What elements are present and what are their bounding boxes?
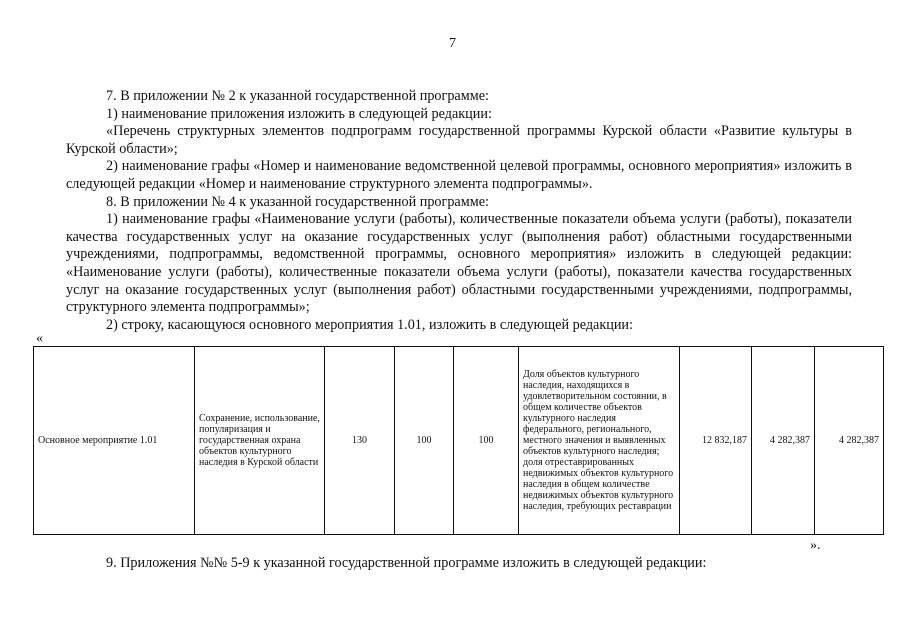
amount-cell-1: 12 832,187 (680, 347, 752, 535)
value-cell-2: 100 (395, 347, 454, 535)
page-number: 7 (449, 36, 456, 51)
measure-description-cell: Сохранение, использование, популяризация и государственная охрана объектов культурного наследия в Курской области (195, 347, 325, 535)
paragraph-item-7-1: 1) наименование приложения изложить в следующей редакции: (106, 105, 492, 122)
amount-cell-2: 4 282,387 (752, 347, 815, 535)
paragraph-item-8-1: 1) наименование графы «Наименование услуги (работы), количественные показатели объема услуги (работы), показатели качества государственных услуг на оказание государственных услуг (выполнения работ) областными государственными учреждениями, подпрограммы, ведомственной программы, основного мероприятия» изложить в следующей редакции: «Наименование услуги (работы), количественные показатели объема услуги (работы), показатели качества государственных услуг на оказание государственных услуг (выполнения работ) областными государственными учреждениями, подпрограммы, структурного элемента подпрограммы»; (66, 211, 852, 316)
quote-close: ». (810, 538, 821, 553)
value-cell-1: 130 (325, 347, 395, 535)
value-cell-3: 100 (454, 347, 519, 535)
paragraph-item-7-2: 2) наименование графы «Номер и наименование ведомственной целевой программы, основного мероприятия» изложить в следующей редакции «Номер и наименование структурного элемента подпрограммы». (66, 158, 852, 192)
paragraph-item-8-2: 2) строку, касающуюся основного мероприятия 1.01, изложить в следующей редакции: (106, 316, 633, 333)
amount-cell-3: 4 282,387 (815, 347, 884, 535)
paragraph-item-9: 9. Приложения №№ 5-9 к указанной государственной программе изложить в следующей редакции: (106, 555, 707, 571)
body-text (66, 88, 852, 334)
measure-name-cell: Основное мероприятие 1.01 (34, 347, 195, 535)
paragraph-item-7: 7. В приложении № 2 к указанной государственной программе: (106, 88, 489, 104)
paragraph-item-7-1-text: «Перечень структурных элементов подпрограмм государственной программы Курской области «Развитие культуры в Курской области»; (66, 123, 852, 157)
measure-table (33, 346, 884, 535)
table-row (34, 347, 884, 535)
indicator-cell: Доля объектов культурного наследия, находящихся в удовлетворительном состоянии, в общем количестве объектов культурного наследия федерального, регионального, местного значения и выявленных объектов культурного наследия; доля отреставрированных недвижимых объектов культурного наследия в общем количестве недвижимых объектов культурного наследия, требующих реставрации (519, 347, 680, 535)
paragraph-item-8: 8. В приложении № 4 к указанной государственной программе: (106, 193, 489, 210)
quote-open: « (36, 331, 43, 346)
